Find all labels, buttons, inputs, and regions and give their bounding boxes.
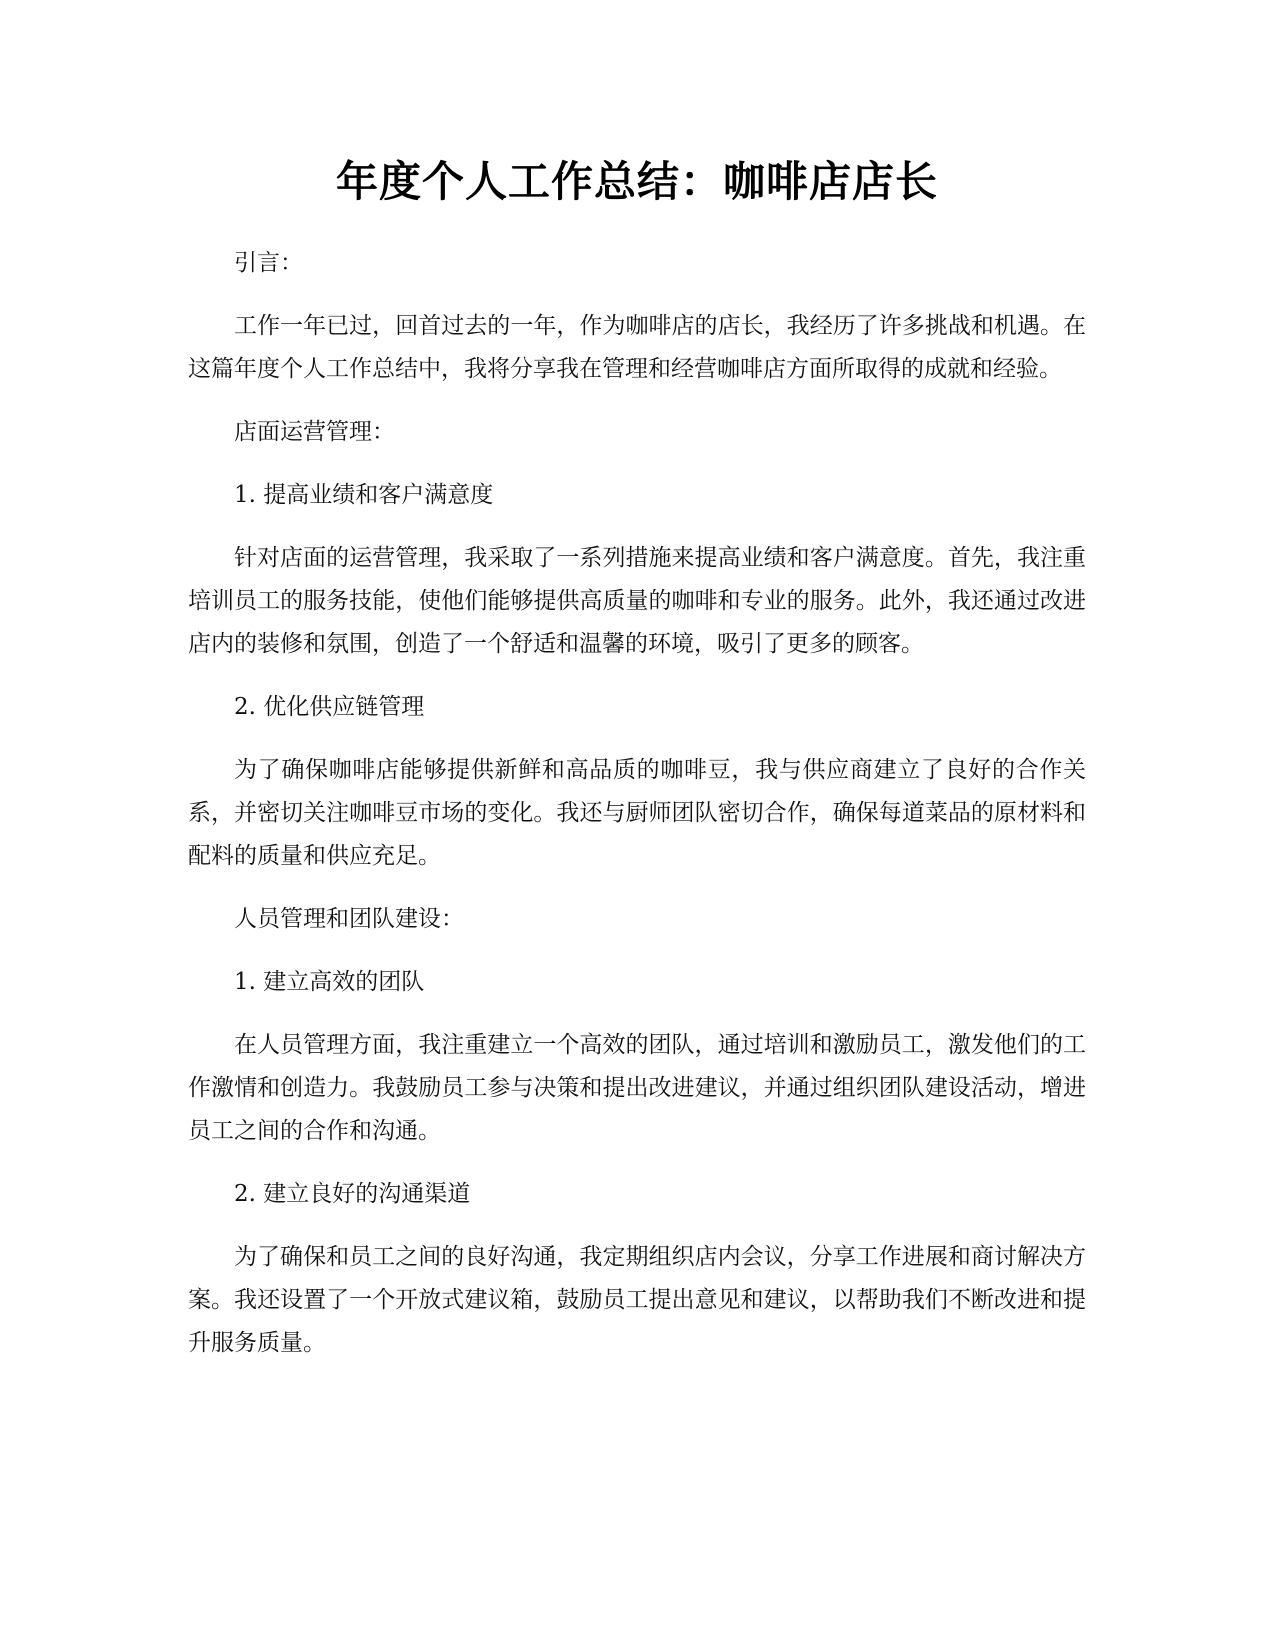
paragraph-efficient-team: 在人员管理方面，我注重建立一个高效的团队，通过培训和激励员工，激发他们的工作激情和创造力。我鼓励员工参与决策和提出改进建议，并通过组织团队建设活动，增进员工之间的合作和沟通。	[188, 1032, 1086, 1144]
document-title: 年度个人工作总结：咖啡店店长	[335, 157, 938, 206]
subheading-efficient-team: 1. 建立高效的团队	[234, 969, 425, 995]
intro-heading: 引言：	[234, 250, 303, 276]
paragraph-performance: 针对店面的运营管理，我采取了一系列措施来提高业绩和客户满意度。首先，我注重培训员工的服务技能，使他们能够提供高质量的咖啡和专业的服务。此外，我还通过改进店内的装修和氛围，创造了一个舒适和温馨的环境，吸引了更多的顾客。	[188, 545, 1086, 657]
paragraph-communication: 为了确保和员工之间的良好沟通，我定期组织店内会议，分享工作进展和商讨解决方案。我还设置了一个开放式建议箱，鼓励员工提出意见和建议，以帮助我们不断改进和提升服务质量。	[188, 1244, 1086, 1356]
document-content	[188, 150, 1086, 1385]
section-heading-operations: 店面运营管理：	[234, 419, 395, 445]
subheading-communication: 2. 建立良好的沟通渠道	[234, 1181, 471, 1207]
paragraph-supply-chain: 为了确保咖啡店能够提供新鲜和高品质的咖啡豆，我与供应商建立了良好的合作关系，并密切关注咖啡豆市场的变化。我还与厨师团队密切合作，确保每道菜品的原材料和配料的质量和供应充足。	[188, 757, 1086, 869]
document-body	[188, 242, 1086, 1365]
section-heading-personnel: 人员管理和团队建设：	[234, 906, 464, 932]
intro-paragraph: 工作一年已过，回首过去的一年，作为咖啡店的店长，我经历了许多挑战和机遇。在这篇年度个人工作总结中，我将分享我在管理和经营咖啡店方面所取得的成就和经验。	[188, 313, 1086, 382]
subheading-supply-chain: 2. 优化供应链管理	[234, 694, 425, 720]
subheading-performance: 1. 提高业绩和客户满意度	[234, 482, 494, 508]
